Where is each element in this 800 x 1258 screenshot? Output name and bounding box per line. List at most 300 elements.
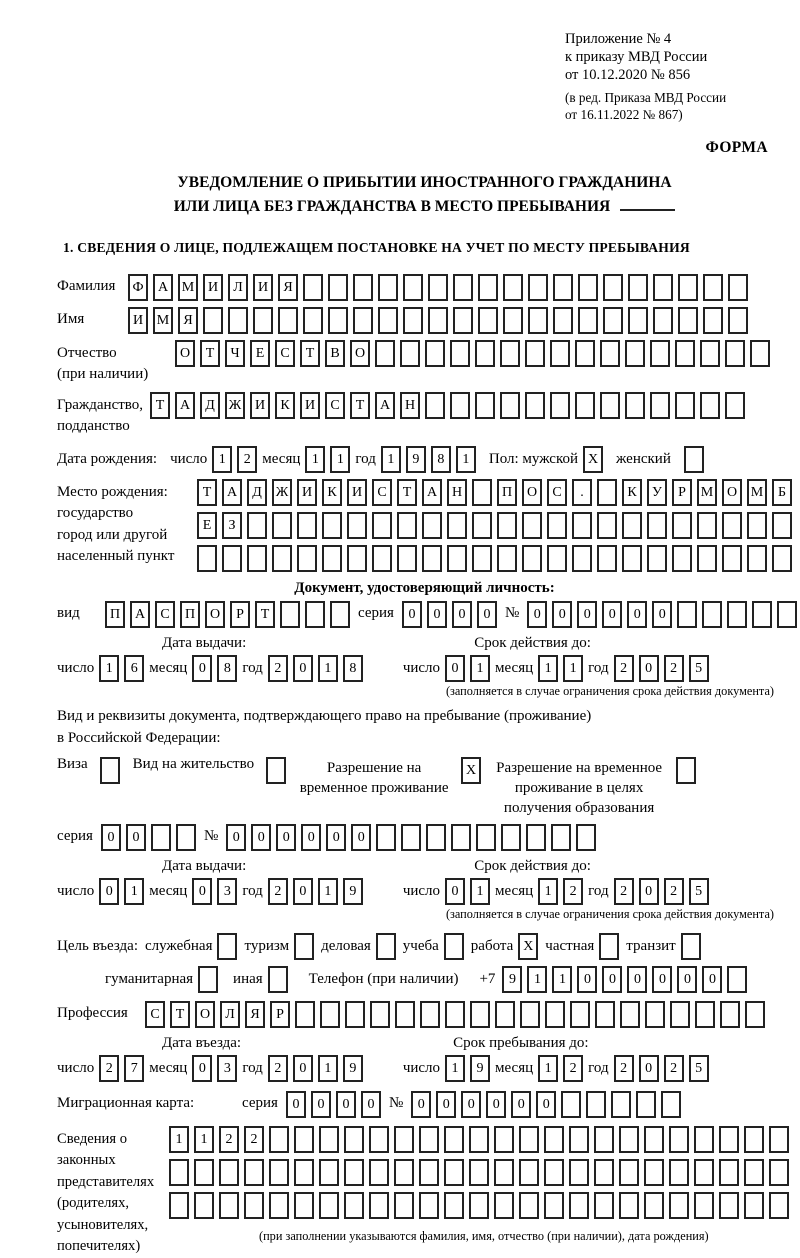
char-box xyxy=(494,1192,514,1219)
migration-number-label: № xyxy=(388,1094,404,1111)
surname-boxes xyxy=(128,274,748,301)
char-box: 6 xyxy=(124,655,144,682)
char-box: И xyxy=(203,274,223,301)
char-box xyxy=(700,392,720,419)
migration-card-row xyxy=(57,1091,792,1118)
char-box: К xyxy=(622,479,642,506)
option-temp-residence xyxy=(299,756,481,798)
char-box xyxy=(628,307,648,334)
char-box xyxy=(353,274,373,301)
char-box xyxy=(450,340,470,367)
char-box: И xyxy=(300,392,320,419)
char-box: 1 xyxy=(318,1055,338,1082)
char-box xyxy=(719,1192,739,1219)
char-box xyxy=(672,512,692,539)
section-1-heading: 1. СВЕДЕНИЯ О ЛИЦЕ, ПОДЛЕЖАЩЕМ ПОСТАНОВКЕ НА УЧЕТ ПО МЕСТУ ПРЕБЫВАНИЯ xyxy=(63,239,690,255)
purpose-private-label: частная xyxy=(545,937,595,954)
char-box: Т xyxy=(350,392,370,419)
char-box: 1 xyxy=(212,446,232,473)
char-box xyxy=(222,545,242,572)
char-box: 0 xyxy=(276,824,296,851)
day-label: число xyxy=(57,1059,95,1076)
char-box xyxy=(394,1192,414,1219)
char-box: 2 xyxy=(99,1055,119,1082)
doc-number-label: № xyxy=(504,604,520,621)
char-box xyxy=(644,1126,664,1153)
char-box xyxy=(694,1192,714,1219)
expiry-date-label: Срок действия до: xyxy=(474,857,591,874)
char-box: С xyxy=(547,479,567,506)
char-box: У xyxy=(647,479,667,506)
birth-place-city-label2: населенный пункт xyxy=(57,548,175,565)
char-box: 1 xyxy=(381,446,401,473)
char-box: 0 xyxy=(286,1091,306,1118)
char-box: К xyxy=(322,479,342,506)
char-box: 0 xyxy=(477,601,497,628)
char-box xyxy=(578,307,598,334)
identity-doc-date-labels xyxy=(57,635,792,652)
residence-number-label: № xyxy=(203,827,219,844)
month-label: месяц xyxy=(149,1059,188,1076)
char-box: П xyxy=(180,601,200,628)
char-box xyxy=(219,1192,239,1219)
char-box: Т xyxy=(197,479,217,506)
annex-reference xyxy=(565,30,792,123)
char-box xyxy=(495,1001,515,1028)
char-box: 1 xyxy=(330,446,350,473)
temp-residence-education-label: Разрешение на временное проживание в целях получения образования xyxy=(496,759,663,816)
char-box xyxy=(419,1192,439,1219)
char-box: 2 xyxy=(237,446,257,473)
sex-female-label: женский xyxy=(616,450,671,467)
char-box: 1 xyxy=(456,446,476,473)
year-label: год xyxy=(242,882,263,899)
char-box: 0 xyxy=(552,601,572,628)
expiry-footnote: (заполняется в случае ограничения срока действия документа) xyxy=(445,906,774,921)
representatives-boxes-row1 xyxy=(169,1126,789,1153)
char-box xyxy=(272,545,292,572)
expiry-month-boxes xyxy=(538,655,583,682)
char-box xyxy=(500,392,520,419)
char-box: 5 xyxy=(689,655,709,682)
char-box xyxy=(595,1001,615,1028)
stay-year-boxes xyxy=(614,1055,709,1082)
char-box: 8 xyxy=(217,655,237,682)
migration-series-label: серия xyxy=(242,1094,278,1111)
char-box: 2 xyxy=(664,1055,684,1082)
char-box: 1 xyxy=(194,1126,214,1153)
purpose-business-label: деловая xyxy=(321,937,371,954)
char-box: 2 xyxy=(268,655,288,682)
char-box xyxy=(700,340,720,367)
char-box: Д xyxy=(200,392,220,419)
birth-date-label: Дата рождения: xyxy=(57,450,158,467)
identity-doc-heading: Документ, удостоверяющий личность: xyxy=(294,579,555,596)
stay-until-label: Срок пребывания до: xyxy=(453,1034,589,1051)
issue-date-label: Дата выдачи: xyxy=(162,857,247,874)
char-box xyxy=(444,1192,464,1219)
doc-kind-boxes xyxy=(105,601,350,628)
char-box xyxy=(319,1126,339,1153)
char-box xyxy=(347,512,367,539)
char-box xyxy=(544,1126,564,1153)
char-box: 0 xyxy=(639,878,659,905)
stay-day-boxes xyxy=(445,1055,490,1082)
char-box xyxy=(176,824,196,851)
char-box: О xyxy=(175,340,195,367)
char-box xyxy=(644,1192,664,1219)
form-title-line2: ИЛИ ЛИЦА БЕЗ ГРАЖДАНСТВА В МЕСТО ПРЕБЫВАНИЯ xyxy=(173,197,611,215)
doc-kind-label: вид xyxy=(57,604,80,621)
purpose-private-checkbox xyxy=(599,933,619,960)
char-box xyxy=(395,1001,415,1028)
char-box xyxy=(344,1192,364,1219)
char-box: 1 xyxy=(470,655,490,682)
year-label: год xyxy=(355,450,376,467)
char-box: 9 xyxy=(470,1055,490,1082)
day-label: число xyxy=(402,1059,441,1076)
char-box: 8 xyxy=(343,655,363,682)
char-box xyxy=(597,545,617,572)
char-box xyxy=(697,512,717,539)
char-box xyxy=(197,545,217,572)
char-box xyxy=(444,1126,464,1153)
char-box xyxy=(725,340,745,367)
char-box xyxy=(722,512,742,539)
expiry-year-boxes xyxy=(614,655,709,682)
char-box xyxy=(519,1192,539,1219)
char-box: Д xyxy=(247,479,267,506)
birth-year-boxes xyxy=(381,446,476,473)
char-box xyxy=(578,274,598,301)
char-box xyxy=(294,1126,314,1153)
char-box: 1 xyxy=(124,878,144,905)
char-box xyxy=(677,601,697,628)
char-box xyxy=(678,274,698,301)
char-box: 1 xyxy=(538,878,558,905)
char-box xyxy=(397,512,417,539)
char-box: 0 xyxy=(427,601,447,628)
char-box xyxy=(447,512,467,539)
char-box: 2 xyxy=(268,1055,288,1082)
birth-place-labels xyxy=(57,479,197,568)
char-box xyxy=(500,340,520,367)
residence-issue-day-boxes xyxy=(99,878,144,905)
birth-place-boxes-row1 xyxy=(197,479,792,506)
char-box: Ж xyxy=(225,392,245,419)
migration-number-boxes xyxy=(411,1091,681,1118)
char-box xyxy=(550,392,570,419)
char-box xyxy=(672,545,692,572)
expiry-footnote: (заполняется в случае ограничения срока действия документа) xyxy=(445,683,774,698)
residence-number-boxes xyxy=(226,824,596,851)
char-box: А xyxy=(375,392,395,419)
char-box xyxy=(244,1192,264,1219)
char-box xyxy=(777,601,797,628)
char-box xyxy=(522,545,542,572)
char-box: 0 xyxy=(627,966,647,993)
entry-date-label: Дата въезда: xyxy=(162,1034,242,1051)
char-box: 2 xyxy=(664,655,684,682)
residence-issue-year-boxes xyxy=(268,878,363,905)
char-box xyxy=(653,274,673,301)
char-box: 0 xyxy=(486,1091,506,1118)
char-box: А xyxy=(175,392,195,419)
option-visa xyxy=(57,756,120,784)
char-box xyxy=(528,274,548,301)
entry-year-boxes xyxy=(268,1055,363,1082)
char-box: 2 xyxy=(563,1055,583,1082)
annex-line: от 10.12.2020 № 856 xyxy=(565,67,691,84)
char-box: 1 xyxy=(318,878,338,905)
char-box xyxy=(575,392,595,419)
char-box: Т xyxy=(300,340,320,367)
char-box xyxy=(553,274,573,301)
char-box xyxy=(501,824,521,851)
char-box xyxy=(561,1091,581,1118)
char-box xyxy=(451,824,471,851)
char-box: 0 xyxy=(536,1091,556,1118)
residence-doc-dates xyxy=(57,878,792,905)
char-box xyxy=(603,307,623,334)
residence-doc-line1: Вид и реквизиты документа, подтверждающего право на пребывание (проживание) xyxy=(57,707,592,724)
char-box xyxy=(547,545,567,572)
purpose-tourism-label: туризм xyxy=(244,937,290,954)
year-label: год xyxy=(588,882,609,899)
expiry-date-label: Срок действия до: xyxy=(474,634,591,651)
char-box xyxy=(269,1126,289,1153)
char-box: Ж xyxy=(272,479,292,506)
char-box xyxy=(572,512,592,539)
temp-residence-education-checkbox xyxy=(676,757,696,784)
month-label: месяц xyxy=(495,659,534,676)
char-box: О xyxy=(522,479,542,506)
representatives-label-line: усыновителях, xyxy=(57,1216,149,1233)
purpose-work-label: работа xyxy=(470,937,514,954)
char-box: Я xyxy=(278,274,298,301)
char-box xyxy=(403,307,423,334)
residence-series-label: серия xyxy=(57,827,93,844)
char-box: М xyxy=(153,307,173,334)
char-box xyxy=(597,512,617,539)
char-box: С xyxy=(155,601,175,628)
char-box xyxy=(622,512,642,539)
char-box xyxy=(194,1192,214,1219)
char-box xyxy=(253,307,273,334)
sex-female-checkbox xyxy=(684,446,704,473)
month-label: месяц xyxy=(495,882,534,899)
char-box: Т xyxy=(397,479,417,506)
option-residence-permit xyxy=(133,756,286,784)
doc-series-boxes xyxy=(402,601,497,628)
char-box: И xyxy=(347,479,367,506)
char-box xyxy=(727,966,747,993)
char-box: 2 xyxy=(614,1055,634,1082)
issue-day-boxes xyxy=(99,655,144,682)
char-box xyxy=(294,933,314,960)
char-box xyxy=(322,512,342,539)
char-box xyxy=(278,307,298,334)
day-label: число xyxy=(402,882,441,899)
char-box xyxy=(622,545,642,572)
char-box xyxy=(544,1192,564,1219)
char-box xyxy=(397,545,417,572)
char-box xyxy=(330,601,350,628)
char-box: 0 xyxy=(411,1091,431,1118)
patronymic-boxes xyxy=(175,340,770,367)
char-box xyxy=(645,1001,665,1028)
citizenship-label xyxy=(57,392,150,438)
char-box: 3 xyxy=(217,878,237,905)
char-box: И xyxy=(253,274,273,301)
annex-line: к приказу МВД России xyxy=(565,49,708,66)
purpose-study-checkbox xyxy=(444,933,464,960)
char-box: В xyxy=(325,340,345,367)
char-box xyxy=(719,1126,739,1153)
char-box xyxy=(747,512,767,539)
char-box: А xyxy=(222,479,242,506)
purpose-transit-label: транзит xyxy=(626,937,676,954)
purpose-humanitarian-checkbox xyxy=(198,966,218,993)
char-box: М xyxy=(178,274,198,301)
char-box: О xyxy=(350,340,370,367)
char-box xyxy=(428,274,448,301)
char-box xyxy=(503,307,523,334)
char-box xyxy=(676,757,696,784)
char-box xyxy=(475,392,495,419)
char-box: С xyxy=(145,1001,165,1028)
char-box: 0 xyxy=(527,601,547,628)
char-box xyxy=(328,307,348,334)
birth-place-block xyxy=(57,479,792,572)
phone-label: Телефон (при наличии) xyxy=(308,970,459,987)
char-box: Я xyxy=(245,1001,265,1028)
char-box xyxy=(247,512,267,539)
char-box xyxy=(526,824,546,851)
purpose-transit-checkbox xyxy=(681,933,701,960)
representatives-label-line: Сведения о xyxy=(57,1130,128,1147)
char-box xyxy=(217,933,237,960)
day-label: число xyxy=(402,659,441,676)
year-label: год xyxy=(588,1059,609,1076)
char-box: 0 xyxy=(639,655,659,682)
residence-permit-checkbox xyxy=(266,757,286,784)
char-box xyxy=(703,307,723,334)
forma-label: ФОРМА xyxy=(705,139,768,157)
char-box: 0 xyxy=(436,1091,456,1118)
char-box xyxy=(297,512,317,539)
char-box xyxy=(303,274,323,301)
char-box xyxy=(476,824,496,851)
char-box: 0 xyxy=(311,1091,331,1118)
sex-label: Пол: мужской xyxy=(488,450,579,467)
firstname-label: Имя xyxy=(57,310,85,327)
char-box xyxy=(769,1126,789,1153)
char-box xyxy=(619,1192,639,1219)
char-box: 0 xyxy=(301,824,321,851)
char-box xyxy=(528,307,548,334)
char-box: Ф xyxy=(128,274,148,301)
surname-label: Фамилия xyxy=(57,277,116,294)
char-box xyxy=(422,512,442,539)
char-box xyxy=(772,512,792,539)
char-box xyxy=(319,1192,339,1219)
char-box xyxy=(772,545,792,572)
char-box xyxy=(403,274,423,301)
char-box: 2 xyxy=(563,878,583,905)
profession-boxes xyxy=(145,1001,765,1028)
phone-prefix: +7 xyxy=(479,970,496,987)
char-box: П xyxy=(105,601,125,628)
char-box xyxy=(151,824,171,851)
char-box: О xyxy=(205,601,225,628)
birth-place-city-label1: город или другой xyxy=(57,526,168,543)
char-box: Е xyxy=(250,340,270,367)
char-box: . xyxy=(572,479,592,506)
char-box: И xyxy=(297,479,317,506)
firstname-row xyxy=(57,307,792,334)
phone-boxes xyxy=(502,966,747,993)
char-box xyxy=(297,545,317,572)
citizenship-label-line1: Гражданство, xyxy=(57,396,144,413)
char-box xyxy=(670,1001,690,1028)
char-box: 1 xyxy=(305,446,325,473)
residence-expiry-month-boxes xyxy=(538,878,583,905)
char-box xyxy=(305,601,325,628)
char-box: 9 xyxy=(406,446,426,473)
char-box xyxy=(650,392,670,419)
migration-card-label: Миграционная карта: xyxy=(57,1094,195,1111)
char-box xyxy=(268,966,288,993)
char-box xyxy=(369,1192,389,1219)
char-box: Я xyxy=(178,307,198,334)
char-box: 0 xyxy=(461,1091,481,1118)
char-box xyxy=(611,1091,631,1118)
char-box: X xyxy=(461,757,481,784)
residence-doc-options xyxy=(57,756,792,818)
char-box xyxy=(545,1001,565,1028)
representatives-label-line: представителях xyxy=(57,1173,155,1190)
char-box xyxy=(728,274,748,301)
char-box: 1 xyxy=(538,1055,558,1082)
char-box xyxy=(551,824,571,851)
expiry-day-boxes xyxy=(445,655,490,682)
char-box xyxy=(636,1091,656,1118)
char-box xyxy=(625,340,645,367)
char-box xyxy=(547,512,567,539)
char-box xyxy=(725,392,745,419)
visa-label: Виза xyxy=(57,755,88,772)
char-box xyxy=(472,512,492,539)
char-box xyxy=(525,340,545,367)
char-box xyxy=(675,392,695,419)
char-box: К xyxy=(275,392,295,419)
char-box: 1 xyxy=(169,1126,189,1153)
representatives-boxes-row3 xyxy=(169,1192,789,1219)
char-box: 0 xyxy=(602,601,622,628)
char-box xyxy=(720,1001,740,1028)
char-box xyxy=(370,1001,390,1028)
char-box xyxy=(372,512,392,539)
char-box: 2 xyxy=(219,1126,239,1153)
issue-year-boxes xyxy=(268,655,363,682)
char-box xyxy=(576,824,596,851)
char-box xyxy=(247,545,267,572)
form-title xyxy=(57,171,792,218)
char-box xyxy=(553,307,573,334)
birth-date-row xyxy=(57,446,792,473)
entry-date-labels xyxy=(57,1035,792,1052)
